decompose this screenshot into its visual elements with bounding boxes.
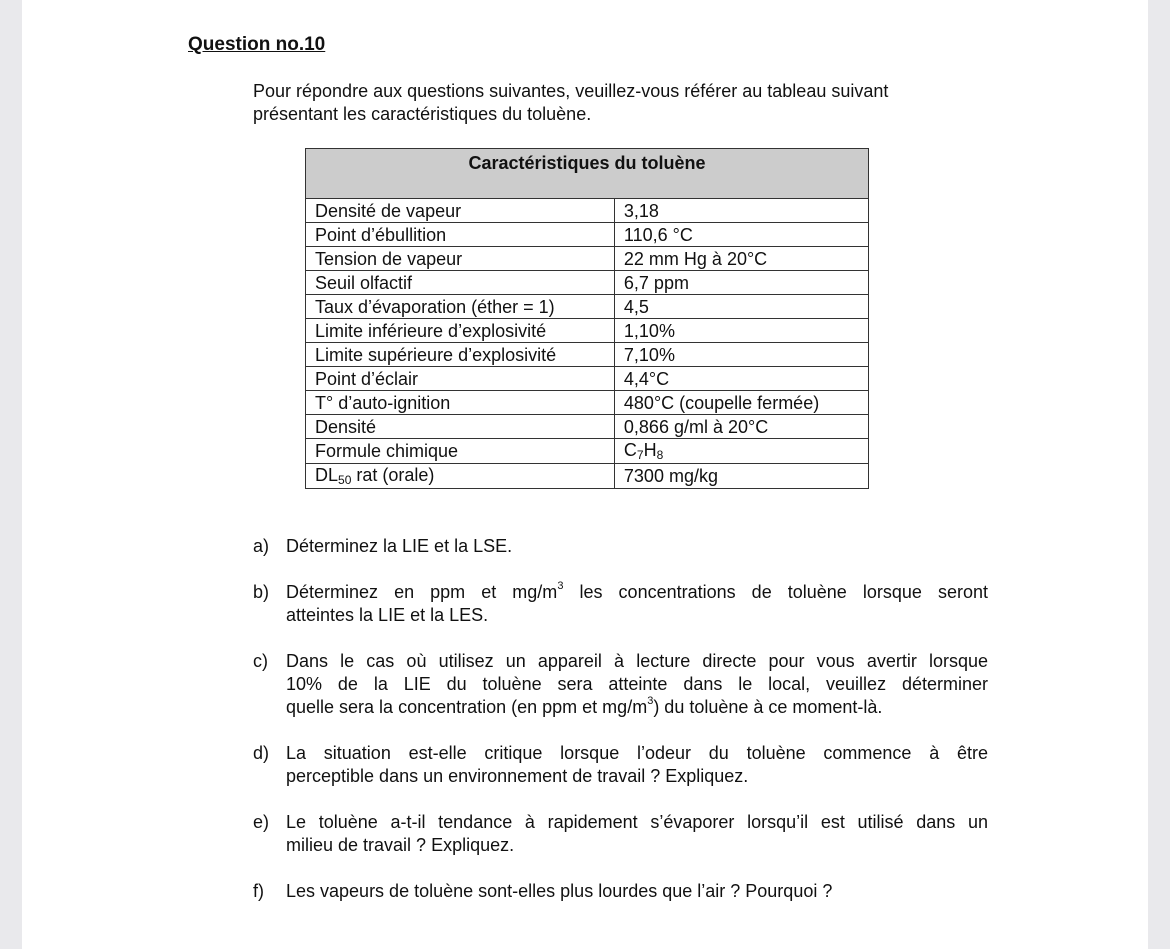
question-letter: a) xyxy=(253,536,270,556)
intro-line: présentant les caractéristiques du toluène. xyxy=(253,104,592,124)
question-item-b xyxy=(253,581,988,627)
text-run: quelle sera la concentration (en ppm et mg/m xyxy=(286,697,648,717)
property-label: Densité de vapeur xyxy=(306,199,615,223)
question-title: Question no.10 xyxy=(188,34,326,55)
formula-subscript: 8 xyxy=(656,448,664,462)
question-item-e xyxy=(253,811,988,857)
table-row xyxy=(306,415,869,439)
property-label: Point d’éclair xyxy=(306,367,615,391)
property-label: Formule chimique xyxy=(306,439,615,464)
question-item-c xyxy=(253,650,988,719)
question-line: perceptible dans un environnement de travail ? Expliquez. xyxy=(286,766,749,786)
formula-subscript: 7 xyxy=(636,448,644,462)
property-value: 0,866 g/ml à 20°C xyxy=(614,415,868,439)
question-line: La situation est-elle critique lorsque l’odeur du toluène commence à être xyxy=(286,743,988,763)
property-label: T° d’auto-ignition xyxy=(306,391,615,415)
question-line xyxy=(286,696,988,719)
table-row xyxy=(306,223,869,247)
superscript: 3 xyxy=(557,580,564,592)
question-line: atteintes la LIE et la LES. xyxy=(286,605,489,625)
property-label: Point d’ébullition xyxy=(306,223,615,247)
property-label xyxy=(306,464,615,489)
property-value: 110,6 °C xyxy=(614,223,868,247)
property-label: Seuil olfactif xyxy=(306,271,615,295)
table-row xyxy=(306,439,869,464)
chemical-formula xyxy=(614,439,868,464)
property-value: 22 mm Hg à 20°C xyxy=(614,247,868,271)
question-line xyxy=(286,581,988,604)
question-item-f xyxy=(253,880,988,903)
text-run: les concentrations de toluène lorsque seront xyxy=(563,582,988,602)
table-row xyxy=(306,199,869,223)
question-letter: d) xyxy=(253,743,270,763)
table-row xyxy=(306,271,869,295)
toluene-properties-table xyxy=(305,148,869,489)
formula-element: H xyxy=(643,440,657,460)
formula-element: C xyxy=(623,440,637,460)
question-item-d xyxy=(253,742,988,788)
label-text: rat (orale) xyxy=(351,465,435,485)
property-label: Taux d’évaporation (éther = 1) xyxy=(306,295,615,319)
superscript: 3 xyxy=(647,695,654,707)
property-value: 480°C (coupelle fermée) xyxy=(614,391,868,415)
table-row xyxy=(306,367,869,391)
table-row xyxy=(306,247,869,271)
table-row xyxy=(306,295,869,319)
property-label: Tension de vapeur xyxy=(306,247,615,271)
text-run: Déterminez en ppm et mg/m xyxy=(286,582,558,602)
table-row xyxy=(306,319,869,343)
question-line: Le toluène a-t-il tendance à rapidement s’évaporer lorsqu’il est utilisé dans un xyxy=(286,812,988,832)
document-page xyxy=(22,0,1148,949)
question-line: Déterminez la LIE et la LSE. xyxy=(286,536,513,556)
question-letter: c) xyxy=(253,651,268,671)
question-line: 10% de la LIE du toluène sera atteinte dans le local, veuillez déterminer xyxy=(286,674,988,694)
question-letter: f) xyxy=(253,881,264,901)
label-subscript: 50 xyxy=(338,473,352,487)
intro-paragraph xyxy=(253,80,993,126)
property-label: Densité xyxy=(306,415,615,439)
question-list xyxy=(253,535,988,903)
question-letter: e) xyxy=(253,812,270,832)
text-run: ) du toluène à ce moment-là. xyxy=(653,697,883,717)
question-line: Les vapeurs de toluène sont-elles plus lourdes que l’air ? Pourquoi ? xyxy=(286,881,833,901)
property-value: 7,10% xyxy=(614,343,868,367)
property-label: Limite supérieure d’explosivité xyxy=(306,343,615,367)
table-row xyxy=(306,391,869,415)
property-value: 1,10% xyxy=(614,319,868,343)
property-value: 6,7 ppm xyxy=(614,271,868,295)
property-value: 4,4°C xyxy=(614,367,868,391)
question-line: milieu de travail ? Expliquez. xyxy=(286,835,515,855)
property-label: Limite inférieure d’explosivité xyxy=(306,319,615,343)
table-header: Caractéristiques du toluène xyxy=(306,149,869,199)
question-letter: b) xyxy=(253,582,270,602)
question-item-a xyxy=(253,535,988,558)
question-line: Dans le cas où utilisez un appareil à lecture directe pour vous avertir lorsque xyxy=(286,651,988,671)
property-value: 7300 mg/kg xyxy=(614,464,868,489)
property-value: 4,5 xyxy=(614,295,868,319)
property-value: 3,18 xyxy=(614,199,868,223)
label-text: DL xyxy=(315,465,339,485)
intro-line: Pour répondre aux questions suivantes, veuillez-vous référer au tableau suivant xyxy=(253,81,889,101)
table-row xyxy=(306,343,869,367)
table-row xyxy=(306,464,869,489)
